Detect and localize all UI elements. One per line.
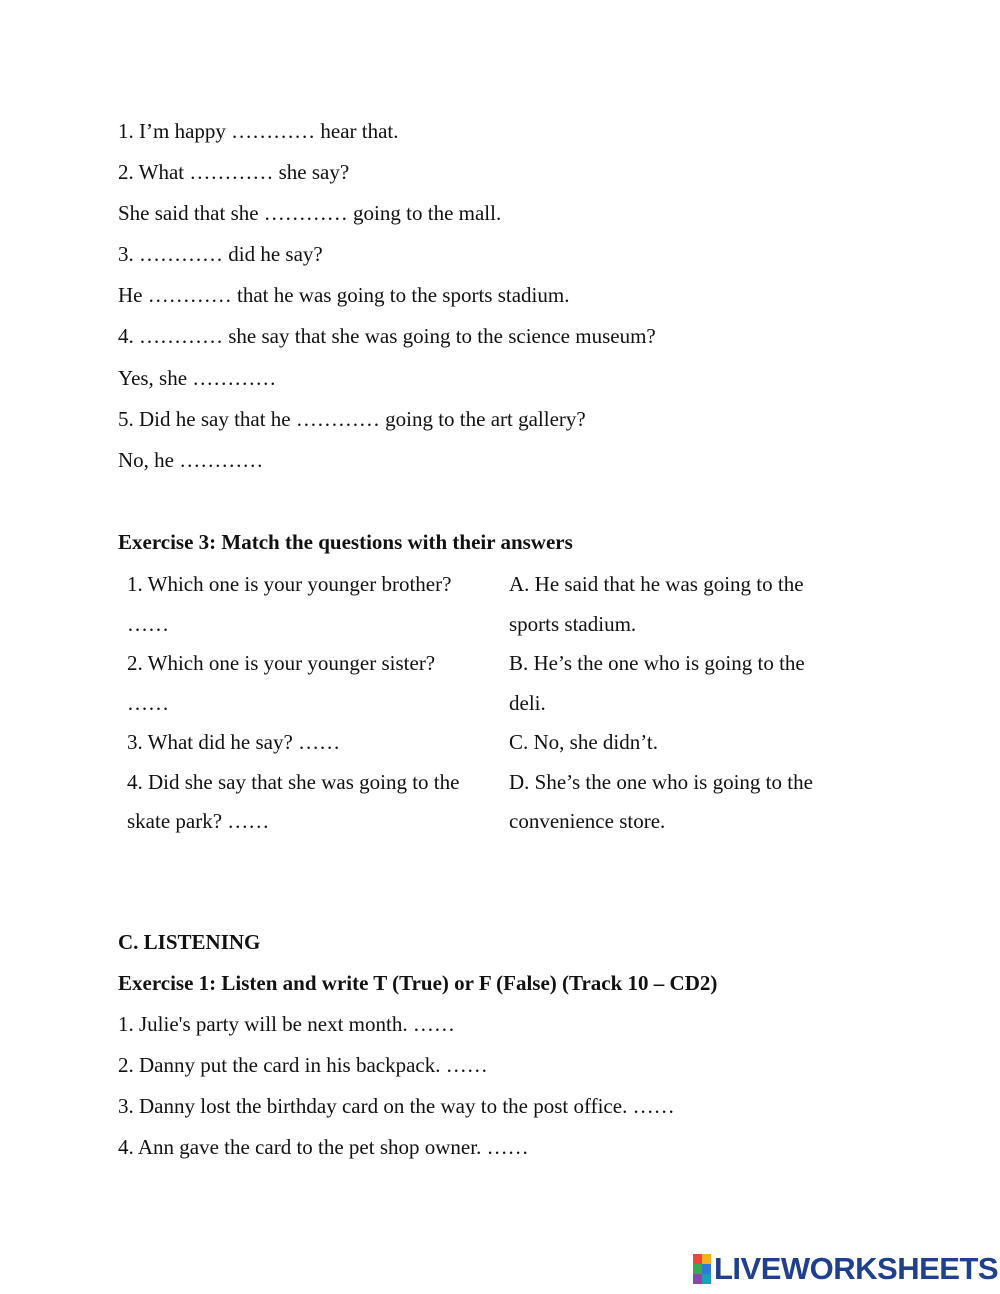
listening-item-3: 3. Danny lost the birthday card on the way to the post office. …… (118, 1094, 675, 1118)
answer-text-continued: convenience store. (509, 809, 666, 833)
answer-blank: …… (127, 690, 169, 715)
answer-text-continued: sports stadium. (509, 611, 637, 636)
answer-text: C. No, she didn’t. (509, 730, 658, 754)
matching-row-4 (127, 763, 867, 842)
listening-item-4: 4. Ann gave the card to the pet shop owner. …… (118, 1135, 529, 1159)
logo-tile (702, 1254, 711, 1264)
listening-item-1: 1. Julie's party will be next month. …… (118, 1012, 455, 1036)
matching-row-1 (127, 565, 867, 644)
answer-cell (509, 565, 867, 644)
matching-row-2 (127, 644, 867, 723)
answer-text: B. He’s the one who is going to the (509, 651, 805, 675)
matching-table (127, 565, 867, 842)
exercise-line-9: No, he ………… (118, 448, 264, 472)
question-text: 3. What did he say? …… (127, 730, 341, 754)
answer-text: A. He said that he was going to the (509, 572, 804, 596)
liveworksheets-logo (693, 1251, 998, 1287)
answer-text: D. She’s the one who is going to the (509, 769, 813, 794)
question-cell (127, 565, 509, 644)
listening-item-2: 2. Danny put the card in his backpack. …… (118, 1053, 488, 1077)
answer-cell (509, 723, 867, 763)
question-text: 1. Which one is your younger brother? (127, 572, 452, 596)
section-title-listening: C. LISTENING (118, 930, 261, 954)
logo-mark-icon (693, 1254, 711, 1284)
logo-tile (702, 1264, 711, 1274)
logo-tile (702, 1274, 711, 1284)
listening-exercise-heading: Exercise 1: Listen and write T (True) or F (False) (Track 10 – CD2) (118, 971, 718, 995)
answer-cell (509, 763, 867, 842)
question-text: 4. Did she say that she was going to the (127, 769, 460, 794)
logo-tile (693, 1264, 702, 1274)
logo-tile (693, 1274, 702, 1284)
exercise-line-1: 1. I’m happy ………… hear that. (118, 119, 399, 143)
question-cell (127, 763, 509, 842)
logo-tile (693, 1254, 702, 1264)
question-text: 2. Which one is your younger sister? (127, 651, 436, 675)
exercise-line-5: He ………… that he was going to the sports stadium. (118, 283, 570, 307)
exercise-line-7: Yes, she ………… (118, 366, 277, 390)
exercise-line-6: 4. ………… she say that she was going to the science museum? (118, 324, 656, 348)
logo-text: LIVEWORKSHEETS (714, 1251, 999, 1286)
matching-row-3 (127, 723, 867, 763)
question-cell (127, 644, 509, 723)
answer-cell (509, 644, 867, 723)
exercise3-heading: Exercise 3: Match the questions with their answers (118, 530, 573, 554)
answer-text-continued: deli. (509, 690, 546, 715)
answer-blank: skate park? …… (127, 809, 270, 833)
exercise-line-8: 5. Did he say that he ………… going to the art gallery? (118, 407, 586, 431)
question-cell (127, 723, 509, 763)
exercise-line-3: She said that she ………… going to the mall. (118, 201, 502, 225)
exercise-line-2: 2. What ………… she say? (118, 160, 350, 184)
answer-blank: …… (127, 611, 169, 636)
exercise-line-4: 3. ………… did he say? (118, 242, 323, 266)
